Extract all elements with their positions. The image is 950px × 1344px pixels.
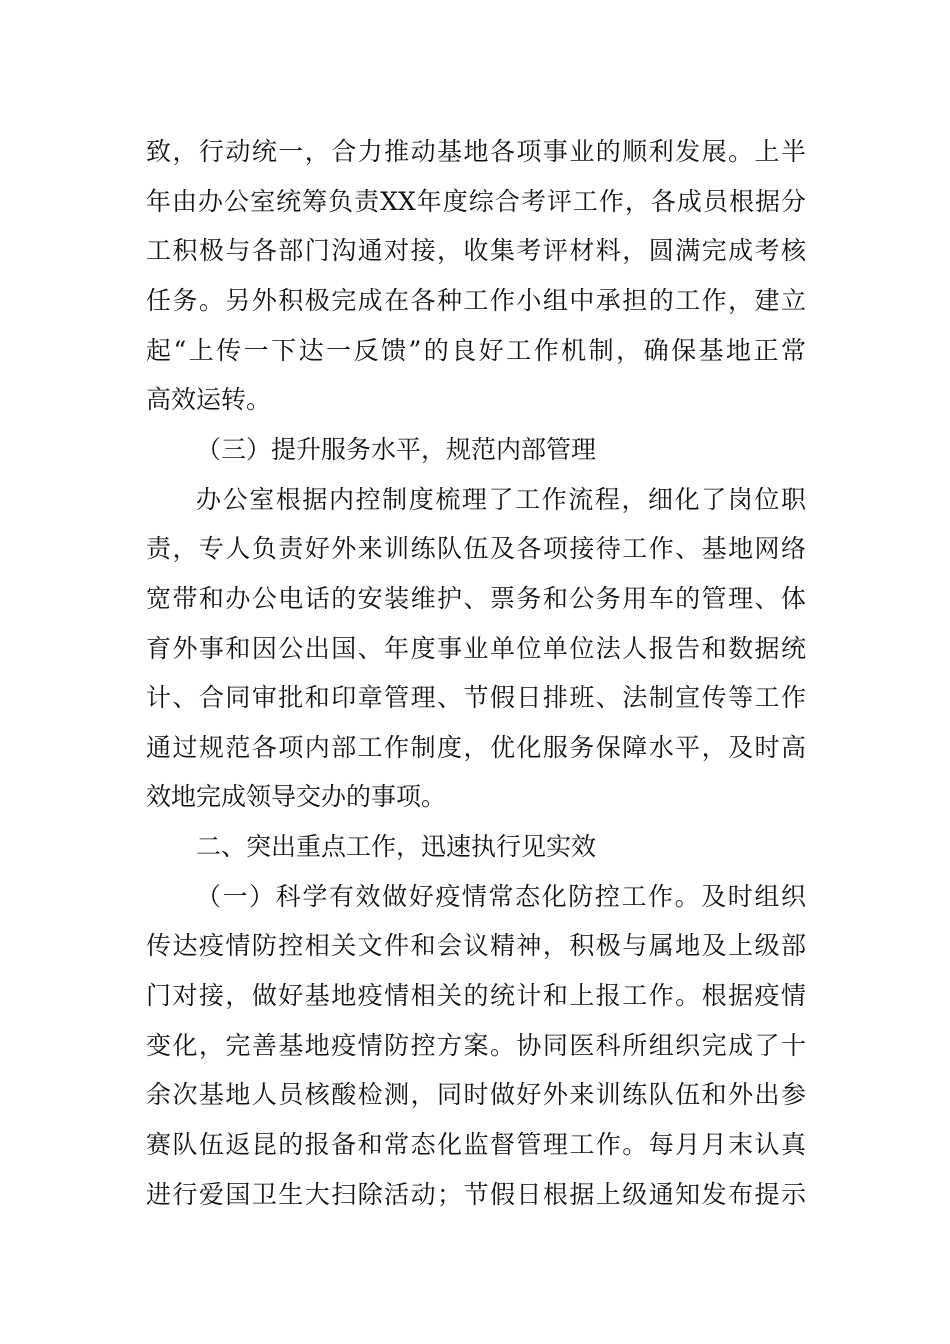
body-text-line: 通过规范各项内部工作制度，优化服务保障水平，及时高: [146, 733, 806, 762]
body-text-line: 责，专人负责好外来训练队伍及各项接待工作、基地网络: [146, 534, 806, 563]
body-text-line: 门对接，做好基地疫情相关的统计和上报工作。根据疫情: [146, 981, 806, 1010]
body-text-line: 工积极与各部门沟通对接，收集考评材料，圆满完成考核: [146, 236, 806, 265]
body-text-line: 高效运转。: [146, 385, 272, 414]
section-heading: （三）提升服务水平，规范内部管理: [196, 435, 597, 464]
body-text-line: 宽带和办公电话的安装维护、票务和公务用车的管理、体: [146, 584, 806, 613]
section-heading: 二、突出重点工作，迅速执行见实效: [196, 832, 597, 861]
body-text-line: 育外事和因公出国、年度事业单位单位法人报告和数据统: [146, 634, 806, 663]
body-text-line: 任务。另外积极完成在各种工作小组中承担的工作，建立: [146, 286, 806, 315]
body-text-line: 变化，完善基地疫情防控方案。协同医科所组织完成了十: [146, 1031, 806, 1060]
body-text-line: （一）科学有效做好疫情常态化防控工作。及时组织: [196, 882, 806, 911]
body-text-line: 起“上传一下达一反馈”的良好工作机制，确保基地正常: [146, 336, 806, 365]
body-text-line: 进行爱国卫生大扫除活动；节假日根据上级通知发布提示: [146, 1180, 806, 1209]
body-text-line: 致，行动统一，合力推动基地各项事业的顺利发展。上半: [146, 137, 806, 166]
body-text-line: 余次基地人员核酸检测，同时做好外来训练队伍和外出参: [146, 1080, 806, 1109]
body-text-line: 办公室根据内控制度梳理了工作流程，细化了岗位职: [196, 485, 806, 514]
body-text-line: 传达疫情防控相关文件和会议精神，积极与属地及上级部: [146, 931, 806, 960]
body-text-line: 计、合同审批和印章管理、节假日排班、法制宣传等工作: [146, 683, 806, 712]
body-text-line: 年由办公室统筹负责XX年度综合考评工作，各成员根据分: [146, 187, 806, 216]
body-text-line: 效地完成领导交办的事项。: [146, 782, 447, 811]
body-text-line: 赛队伍返昆的报备和常态化监督管理工作。每月月末认真: [146, 1130, 806, 1159]
